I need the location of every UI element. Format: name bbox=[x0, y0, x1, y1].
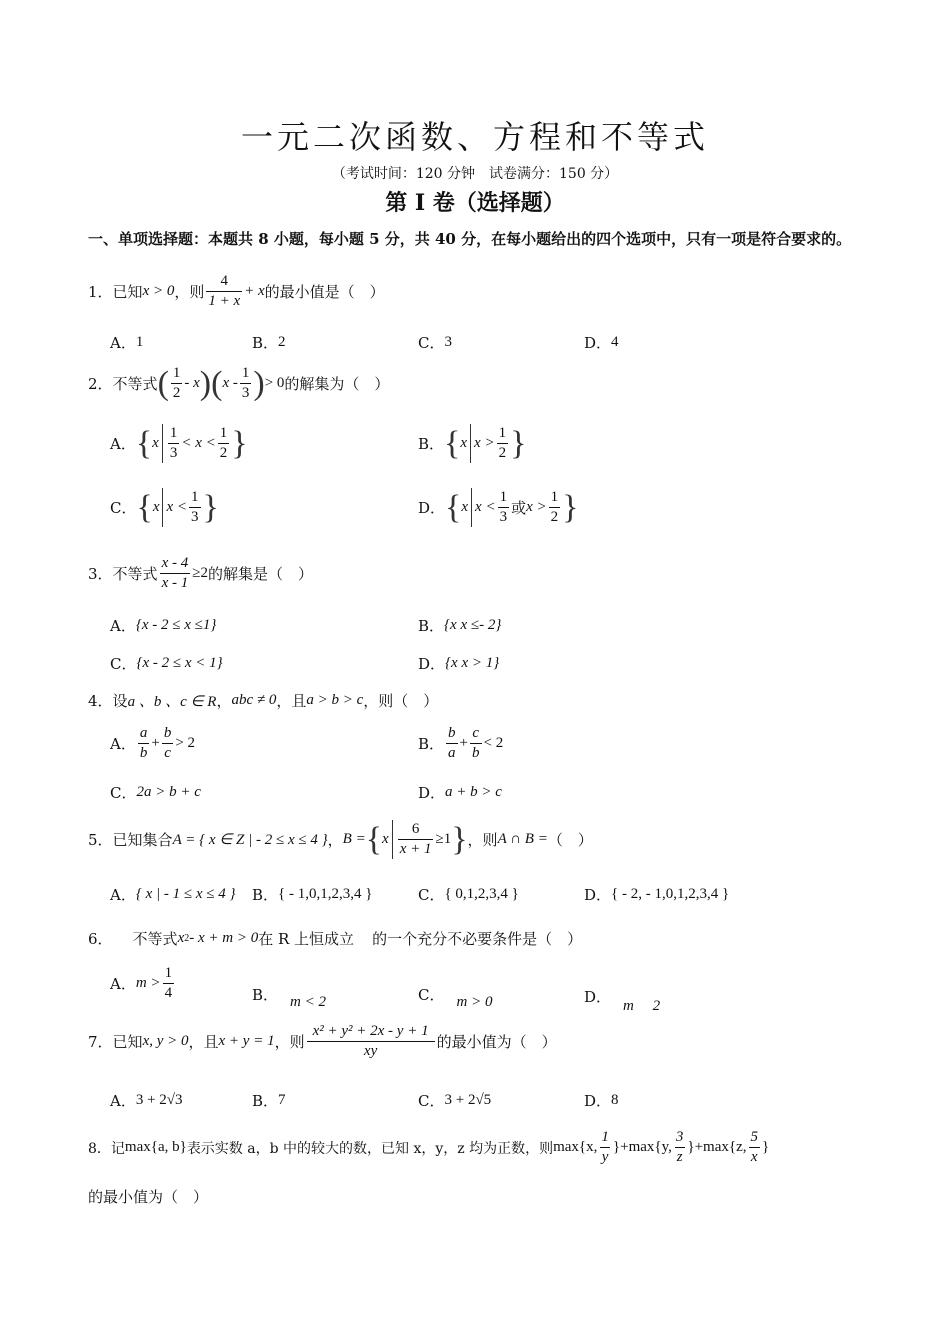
math-expr: max{y, bbox=[628, 1139, 672, 1155]
numerator: 1 bbox=[550, 489, 559, 505]
denominator: b bbox=[139, 745, 148, 761]
set-bar bbox=[471, 488, 472, 527]
question-number: 5． bbox=[88, 831, 113, 849]
option-text: m > 0 bbox=[456, 994, 493, 1010]
question-number: 1． bbox=[88, 283, 113, 301]
option-b[interactable] bbox=[252, 332, 286, 353]
separator: ， bbox=[216, 692, 232, 710]
option-label: C． bbox=[110, 655, 137, 673]
fraction bbox=[398, 820, 434, 859]
option-text: 3 + 2√5 bbox=[444, 1092, 492, 1108]
math-expr: } bbox=[687, 1139, 695, 1155]
numerator: 1 bbox=[499, 489, 508, 505]
denominator: 4 bbox=[164, 985, 173, 1001]
question-text: ， bbox=[327, 831, 343, 849]
right-brace: } bbox=[451, 820, 468, 858]
question-text: ，则 bbox=[467, 831, 498, 849]
option-text: 或 bbox=[511, 499, 527, 517]
question-8-continued bbox=[88, 1186, 868, 1207]
option-text: { 0,1,2,3,4 } bbox=[444, 886, 519, 902]
question-text: 不等式 bbox=[112, 375, 158, 393]
option-d[interactable] bbox=[418, 782, 502, 803]
denominator: 3 bbox=[169, 445, 178, 461]
question-number: 4． bbox=[88, 692, 113, 710]
option-d[interactable] bbox=[418, 653, 499, 674]
numerator: b bbox=[163, 725, 172, 741]
math-expr: B = bbox=[342, 831, 366, 847]
numerator: 1 bbox=[241, 365, 250, 381]
option-label: C． bbox=[418, 886, 445, 904]
fraction bbox=[498, 488, 510, 527]
option-b[interactable] bbox=[252, 884, 372, 905]
option-label: D． bbox=[584, 988, 612, 1006]
option-text: { - 1,0,1,2,3,4 } bbox=[278, 886, 373, 902]
question-number: 3． bbox=[88, 565, 113, 583]
math-expr: a 、b 、c ∈ R bbox=[127, 694, 217, 710]
option-label: D． bbox=[584, 334, 612, 352]
math-expr: x bbox=[460, 435, 468, 451]
question-5 bbox=[88, 820, 868, 859]
math-expr: } bbox=[761, 1139, 770, 1155]
left-brace: { bbox=[444, 424, 461, 462]
math-expr: x bbox=[152, 499, 160, 515]
fraction bbox=[240, 364, 252, 403]
math-expr: - x bbox=[184, 375, 200, 391]
option-label: A． bbox=[110, 886, 136, 904]
math-expr: a > b > c bbox=[306, 692, 364, 708]
left-paren: ( bbox=[157, 364, 169, 402]
option-label: B． bbox=[252, 886, 279, 904]
option-label: A． bbox=[110, 435, 136, 453]
option-label: C． bbox=[418, 986, 445, 1004]
fraction bbox=[206, 272, 242, 311]
option-text: 1 bbox=[135, 334, 144, 350]
option-label: B． bbox=[252, 986, 279, 1004]
numerator: 1 bbox=[191, 489, 199, 505]
fraction bbox=[497, 424, 509, 463]
part-heading: 第 I 卷（选择题） bbox=[385, 190, 565, 216]
option-label: D． bbox=[584, 1092, 612, 1110]
question-text: ，则 bbox=[274, 1033, 305, 1051]
question-text: 记 bbox=[110, 1140, 125, 1157]
option-label: C． bbox=[110, 784, 137, 802]
numerator: 1 bbox=[164, 965, 173, 981]
option-label: C． bbox=[110, 499, 137, 517]
option-text: { - 2, - 1,0,1,2,3,4 } bbox=[611, 886, 730, 902]
right-brace: } bbox=[562, 488, 579, 526]
math-expr: abc ≠ 0 bbox=[231, 692, 277, 708]
numerator: a bbox=[139, 725, 148, 741]
right-brace: } bbox=[231, 424, 248, 462]
math-expr: x > bbox=[526, 499, 547, 515]
option-label: B． bbox=[418, 435, 445, 453]
question-number: 8． bbox=[88, 1140, 111, 1157]
fraction bbox=[189, 488, 201, 527]
option-c[interactable] bbox=[418, 884, 519, 905]
option-text: m 2 bbox=[623, 998, 661, 1014]
math-expr: x bbox=[461, 499, 469, 515]
math-expr: x < bbox=[475, 499, 496, 515]
question-6 bbox=[88, 928, 868, 949]
option-label: D． bbox=[584, 886, 612, 904]
math-expr: + bbox=[151, 735, 160, 751]
question-3 bbox=[88, 554, 868, 593]
right-paren: ) bbox=[253, 364, 265, 402]
question-text: ，且 bbox=[188, 1033, 219, 1051]
option-text: {x - 2 ≤ x ≤1} bbox=[135, 617, 217, 633]
option-text: { x | - 1 ≤ x ≤ 4 } bbox=[135, 886, 236, 902]
math-expr: x + y = 1 bbox=[218, 1033, 275, 1049]
option-text: 2a > b + c bbox=[136, 784, 201, 800]
option-label: D． bbox=[418, 655, 446, 673]
question-8 bbox=[88, 1128, 868, 1167]
math-expr: ≥2 bbox=[192, 565, 208, 581]
question-text: 的最小值是（ ） bbox=[264, 283, 385, 301]
numerator: 1 bbox=[601, 1129, 609, 1145]
question-text: 已知集合 bbox=[112, 831, 173, 849]
fraction bbox=[218, 424, 230, 463]
question-text: 的解集为（ ） bbox=[284, 375, 390, 393]
denominator: x - 1 bbox=[161, 575, 189, 591]
denominator: 2 bbox=[498, 445, 507, 461]
option-text: 2 bbox=[278, 334, 286, 350]
numerator: b bbox=[448, 725, 456, 741]
question-text: ，且 bbox=[276, 692, 307, 710]
fraction bbox=[748, 1128, 760, 1167]
fraction bbox=[162, 724, 174, 763]
option-text: {x x > 1} bbox=[445, 655, 500, 671]
option-d[interactable] bbox=[584, 1090, 619, 1111]
option-a[interactable] bbox=[110, 724, 195, 763]
left-brace: { bbox=[445, 488, 462, 526]
option-label: A． bbox=[110, 334, 136, 352]
option-a[interactable] bbox=[110, 615, 216, 636]
fraction bbox=[171, 364, 183, 403]
question-text: 表示实数 a，b 中的较大的数，已知 x，y，z 均为正数，则 bbox=[186, 1140, 554, 1157]
option-label: B． bbox=[252, 1092, 279, 1110]
option-text: {x - 2 ≤ x < 1} bbox=[136, 655, 223, 671]
right-brace: } bbox=[510, 424, 527, 462]
math-expr: x, y > 0 bbox=[142, 1033, 189, 1049]
option-text: m < 2 bbox=[290, 994, 326, 1010]
math-expr: - x + m > 0 bbox=[189, 930, 259, 946]
question-text: ，则（ ） bbox=[363, 692, 439, 710]
fraction bbox=[163, 964, 175, 1003]
option-a[interactable] bbox=[110, 1090, 183, 1111]
option-label: B． bbox=[418, 617, 445, 635]
option-text: {x x ≤- 2} bbox=[444, 617, 502, 633]
option-b[interactable] bbox=[252, 978, 326, 1011]
fraction bbox=[138, 724, 150, 763]
option-c[interactable] bbox=[418, 1090, 491, 1111]
math-expr: x > bbox=[474, 435, 495, 451]
option-c[interactable] bbox=[110, 782, 201, 803]
denominator: xy bbox=[307, 1041, 435, 1061]
question-text: 设 bbox=[112, 692, 128, 710]
option-d[interactable] bbox=[584, 884, 729, 905]
option-a[interactable] bbox=[110, 424, 248, 463]
question-2 bbox=[88, 364, 868, 403]
question-text: ，则 bbox=[174, 283, 205, 301]
option-c[interactable] bbox=[418, 978, 492, 1011]
numerator: 6 bbox=[411, 821, 420, 837]
fraction bbox=[470, 724, 482, 763]
math-expr: max{x, bbox=[553, 1139, 598, 1155]
fraction bbox=[549, 488, 561, 527]
question-7 bbox=[88, 1022, 868, 1061]
option-d[interactable] bbox=[418, 488, 578, 527]
question-text: 不等式 bbox=[112, 565, 158, 583]
question-text: 的一个充分不必要条件是（ ） bbox=[372, 930, 583, 948]
superscript: 2 bbox=[184, 933, 190, 944]
fraction bbox=[307, 1022, 435, 1061]
page-title: 一元二次函数、方程和不等式 bbox=[240, 118, 709, 156]
math-expr: + x bbox=[244, 283, 265, 299]
option-b[interactable] bbox=[418, 724, 503, 763]
fraction bbox=[599, 1128, 611, 1167]
left-brace: { bbox=[365, 820, 383, 858]
question-text: 在 R 上恒成立 bbox=[258, 930, 355, 948]
left-brace: { bbox=[135, 424, 153, 462]
question-4 bbox=[88, 690, 868, 711]
question-text: 的最小值为（ ） bbox=[88, 1188, 209, 1206]
option-label: A． bbox=[110, 617, 136, 635]
denominator: y bbox=[601, 1149, 609, 1165]
fraction bbox=[168, 424, 180, 463]
math-expr: x < bbox=[166, 499, 188, 515]
math-expr: < x < bbox=[181, 435, 216, 451]
math-expr: < 2 bbox=[483, 735, 504, 751]
numerator: 1 bbox=[172, 365, 181, 381]
option-label: C． bbox=[418, 1092, 445, 1110]
question-number: 6． bbox=[88, 930, 113, 948]
option-text: 8 bbox=[611, 1092, 619, 1108]
option-c[interactable] bbox=[418, 332, 452, 353]
math-expr: + bbox=[459, 735, 468, 751]
option-text: 4 bbox=[611, 334, 619, 350]
option-label: D． bbox=[418, 499, 446, 517]
denominator: 3 bbox=[499, 509, 508, 525]
question-number: 2． bbox=[88, 375, 113, 393]
option-a[interactable] bbox=[110, 964, 176, 1003]
numerator: 5 bbox=[750, 1129, 758, 1145]
numerator: 3 bbox=[675, 1129, 684, 1145]
option-label: B． bbox=[418, 735, 445, 753]
question-number: 7． bbox=[88, 1033, 113, 1051]
set-bar bbox=[162, 424, 163, 463]
option-a[interactable] bbox=[110, 332, 143, 353]
math-expr: x - bbox=[222, 375, 238, 391]
math-expr: m > bbox=[135, 975, 161, 991]
option-label: A． bbox=[110, 1092, 136, 1110]
question-text: 的解集是（ ） bbox=[207, 565, 313, 583]
question-text: 不等式 bbox=[132, 930, 178, 948]
option-label: D． bbox=[418, 784, 446, 802]
denominator: 3 bbox=[191, 509, 199, 525]
math-expr: max{a, b} bbox=[124, 1139, 187, 1155]
denominator: 2 bbox=[550, 509, 559, 525]
option-text: 3 + 2√3 bbox=[135, 1092, 183, 1108]
math-expr: } bbox=[612, 1139, 621, 1155]
option-label: B． bbox=[252, 334, 279, 352]
question-1 bbox=[88, 272, 868, 311]
denominator: c bbox=[164, 745, 171, 761]
math-expr: A = { x ∈ Z | - 2 ≤ x ≤ 4 } bbox=[172, 832, 328, 848]
option-text: 3 bbox=[444, 334, 452, 350]
math-expr: max{z, bbox=[703, 1139, 747, 1155]
denominator: z bbox=[676, 1149, 683, 1165]
option-c[interactable] bbox=[110, 488, 219, 527]
math-expr: + bbox=[694, 1139, 704, 1155]
option-d[interactable] bbox=[584, 332, 619, 353]
option-b[interactable] bbox=[252, 1090, 286, 1111]
denominator: 3 bbox=[241, 385, 250, 401]
denominator: a bbox=[448, 745, 456, 761]
fraction bbox=[160, 554, 191, 593]
option-d[interactable] bbox=[584, 978, 660, 1015]
question-text: 已知 bbox=[112, 1033, 143, 1051]
denominator: 2 bbox=[172, 385, 181, 401]
numerator: x² + y² + 2x - y + 1 bbox=[312, 1023, 429, 1039]
question-text: 已知 bbox=[112, 283, 143, 301]
section-instructions: 一、单项选择题：本题共 8 小题，每小题 5 分，共 40 分，在每小题给出的四个选项中，只有一项是符合要求的。 bbox=[88, 230, 852, 248]
math-expr: > 2 bbox=[175, 735, 196, 751]
math-expr: A ∩ B = bbox=[497, 831, 548, 847]
denominator: 2 bbox=[219, 445, 228, 461]
math-expr: x bbox=[177, 930, 185, 946]
math-expr: x > 0 bbox=[142, 283, 175, 299]
numerator: 1 bbox=[498, 425, 507, 441]
right-brace: } bbox=[202, 488, 219, 526]
option-label: C． bbox=[418, 334, 445, 352]
left-paren: ( bbox=[211, 364, 223, 402]
option-b[interactable] bbox=[418, 424, 526, 463]
option-c[interactable] bbox=[110, 653, 223, 674]
denominator: x + 1 bbox=[399, 841, 432, 857]
set-bar bbox=[470, 424, 471, 463]
math-expr: ≥1 bbox=[435, 831, 452, 847]
numerator: 1 bbox=[169, 425, 178, 441]
math-expr: x bbox=[382, 831, 389, 847]
numerator: c bbox=[472, 725, 480, 741]
math-expr: > 0 bbox=[264, 375, 285, 391]
fraction bbox=[674, 1128, 686, 1167]
denominator: 1 + x bbox=[208, 293, 241, 309]
numerator: 4 bbox=[220, 273, 228, 289]
set-bar bbox=[162, 488, 163, 527]
right-paren: ) bbox=[199, 364, 212, 402]
option-text: 7 bbox=[278, 1092, 286, 1108]
option-b[interactable] bbox=[418, 615, 501, 636]
fraction bbox=[446, 724, 458, 763]
math-expr: x bbox=[152, 435, 159, 451]
denominator: x bbox=[750, 1149, 758, 1165]
exam-info: （考试时间：120 分钟 试卷满分：150 分） bbox=[331, 166, 619, 182]
denominator: b bbox=[472, 745, 480, 761]
set-bar bbox=[392, 820, 393, 859]
option-label: A． bbox=[110, 975, 136, 993]
numerator: x - 4 bbox=[161, 555, 189, 571]
option-a[interactable] bbox=[110, 884, 236, 905]
option-label: A． bbox=[110, 735, 136, 753]
question-text: 的最小值为（ ） bbox=[436, 1033, 557, 1051]
option-text: a + b > c bbox=[445, 784, 502, 800]
question-text: （ ） bbox=[547, 831, 593, 849]
numerator: 1 bbox=[219, 425, 228, 441]
math-expr: + bbox=[620, 1139, 629, 1155]
left-brace: { bbox=[136, 488, 153, 526]
